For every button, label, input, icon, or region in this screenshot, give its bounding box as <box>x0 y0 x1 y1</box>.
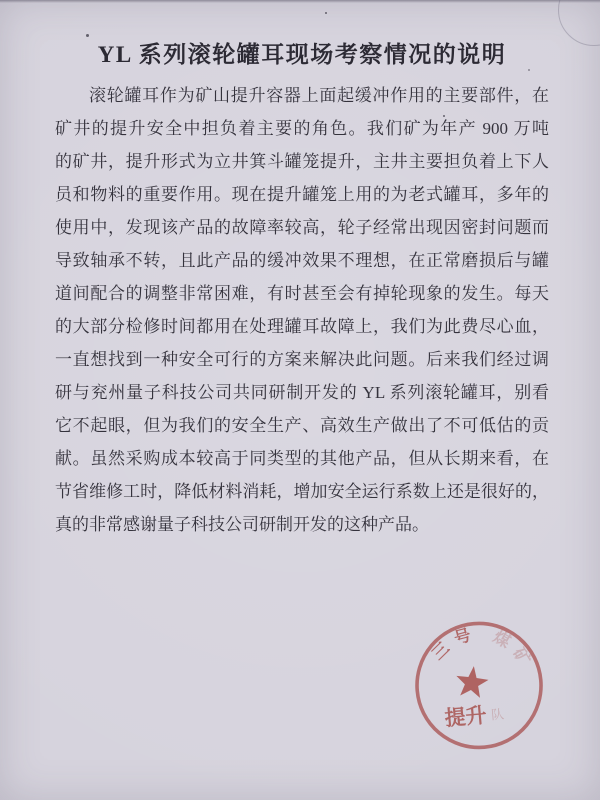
body-line: 它不起眼，但为我们的安全生产、高效生产做出了不可低估的贡 <box>55 416 549 435</box>
body-line: 真的非常感谢量子科技公司研制开发的这种产品。 <box>55 515 429 534</box>
body-line: 使用中，发现该产品的故障率较高，轮子经常出现因密封问题而 <box>55 218 549 237</box>
body-line: 一直想找到一种安全可行的方案来解决此问题。后来我们经过调 <box>55 350 549 369</box>
stamp-arc-text <box>426 617 539 682</box>
scan-edge-artifact <box>0 0 600 3</box>
body-line: 员和物料的重要作用。现在提升罐笼上用的为老式罐耳，多年的 <box>55 185 549 204</box>
stamp-arc-text-faded: 煤矿 <box>490 626 538 675</box>
body-line: 节省维修工时，降低材料消耗，增加安全运行系数上还是很好的， <box>55 482 549 501</box>
body-line: 的大部分检修时间都用在处理罐耳故障上，我们为此费尽心血， <box>55 317 549 336</box>
body-line: 滚轮罐耳作为矿山提升容器上面起缓冲作用的主要部件，在 <box>89 86 549 105</box>
stamp-bottom-text-faded: 队 <box>490 707 505 724</box>
scan-corner-artifact <box>558 0 600 46</box>
scan-speck <box>443 115 445 117</box>
body-line: 献。虽然采购成本较高于同类型的其他产品，但从长期来看，在 <box>55 449 549 468</box>
stamp-arc-text-primary: 三号 <box>428 623 480 664</box>
scan-speck <box>86 34 89 37</box>
body-line: 矿井的提升安全中担负着主要的角色。我们矿为年产 900 万吨 <box>55 119 549 138</box>
scan-speck <box>528 69 530 71</box>
document-body <box>55 79 549 541</box>
body-line: 的矿井，提升形式为立井箕斗罐笼提升，主井主要担负着上下人 <box>55 152 549 171</box>
body-line: 研与兖州量子科技公司共同研制开发的 YL 系列滚轮罐耳，别看 <box>55 383 549 402</box>
red-circular-stamp <box>403 604 566 767</box>
scan-speck <box>325 12 327 14</box>
body-line: 道间配合的调整非常困难，有时甚至会有掉轮现象的发生。每天 <box>55 284 549 303</box>
star-icon <box>454 664 490 698</box>
body-line: 导致轴承不转，且此产品的缓冲效果不理想，在正常磨损后与罐 <box>55 251 549 270</box>
stamp-bottom-text: 提升 <box>443 702 488 731</box>
document-title: YL 系列滚轮罐耳现场考察情况的说明 <box>97 42 507 67</box>
